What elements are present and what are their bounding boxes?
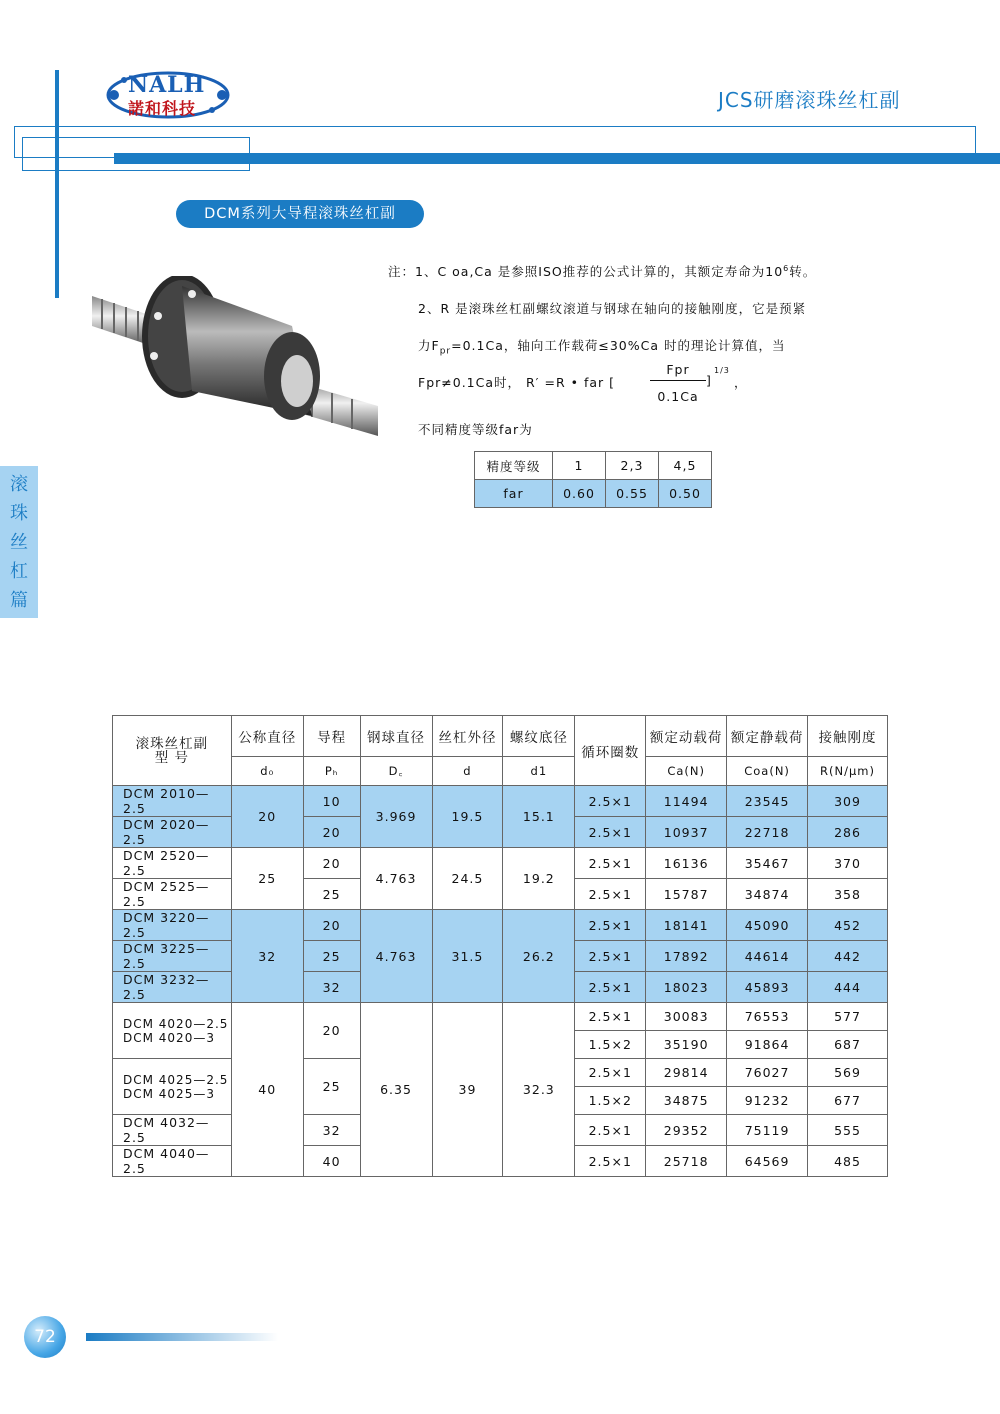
far-table-row: [475, 452, 712, 480]
side-tab-char: 滚: [10, 474, 28, 495]
model-cell: [113, 1003, 232, 1059]
unit-cell: Pₕ: [303, 757, 360, 786]
d0-cell: 20: [231, 786, 303, 848]
ph-cell: 32: [303, 1115, 360, 1146]
coa-cell: 91864: [727, 1031, 808, 1059]
model-cell: DCM 2010—2.5: [113, 786, 232, 817]
d-cell: 19.5: [432, 786, 503, 848]
spec-table: [112, 715, 888, 1177]
col-header: 接触刚度: [808, 716, 888, 757]
coa-cell: 76027: [727, 1059, 808, 1087]
coa-cell: 75119: [727, 1115, 808, 1146]
header-bar: [114, 153, 1000, 164]
col-header: 丝杠外径: [432, 716, 503, 757]
d1-cell: 15.1: [503, 786, 575, 848]
col-header: 导程: [303, 716, 360, 757]
ca-cell: 11494: [646, 786, 727, 817]
d1-cell: 32.3: [503, 1003, 575, 1177]
d1-cell: 26.2: [503, 910, 575, 1003]
coa-cell: 35467: [727, 848, 808, 879]
r-cell: 452: [808, 910, 888, 941]
unit-cell: d₀: [231, 757, 303, 786]
note-3-sub: pr: [439, 346, 452, 357]
r-cell: 370: [808, 848, 888, 879]
ball-screw-image: [92, 276, 378, 446]
coa-cell: 23545: [727, 786, 808, 817]
coa-cell: 44614: [727, 941, 808, 972]
note-4-end: ，: [734, 375, 748, 390]
model-cell: DCM 2525—2.5: [113, 879, 232, 910]
r-cell: 309: [808, 786, 888, 817]
col-header: 公称直径: [231, 716, 303, 757]
ph-cell: 20: [303, 848, 360, 879]
turns-cell: 2.5×1: [575, 941, 646, 972]
far-cell: 0.55: [606, 480, 659, 508]
col-header: 额定动载荷: [646, 716, 727, 757]
ca-cell: 17892: [646, 941, 727, 972]
turns-cell: 2.5×1: [575, 972, 646, 1003]
side-tab-char: 丝: [10, 532, 28, 553]
dw-cell: 4.763: [360, 910, 432, 1003]
coa-cell: 45090: [727, 910, 808, 941]
ph-cell: 25: [303, 941, 360, 972]
unit-cell: D꜀: [360, 757, 432, 786]
turns-cell: 2.5×1: [575, 910, 646, 941]
formula-exponent: 1/3: [714, 366, 730, 375]
ca-cell: 25718: [646, 1146, 727, 1177]
note-3a: 力F: [418, 338, 440, 353]
formula-denominator: 0.1Ca: [657, 389, 699, 404]
page-title: JCS研磨滚珠丝杠副: [718, 88, 901, 112]
far-cell: 1: [553, 452, 606, 480]
dw-cell: 6.35: [360, 1003, 432, 1177]
ca-cell: 16136: [646, 848, 727, 879]
coa-cell: 34874: [727, 879, 808, 910]
turns-cell: 1.5×2: [575, 1087, 646, 1115]
unit-cell: d: [432, 757, 503, 786]
table-row: [113, 848, 888, 879]
coa-cell: 45893: [727, 972, 808, 1003]
unit-cell: Ca(N): [646, 757, 727, 786]
far-cell: 0.60: [553, 480, 606, 508]
d0-cell: 40: [231, 1003, 303, 1177]
ph-cell: 10: [303, 786, 360, 817]
far-cell: 精度等级: [475, 452, 553, 480]
model-line: DCM 4020—2.5: [123, 1016, 229, 1031]
table-row: [113, 910, 888, 941]
ph-cell: 25: [303, 879, 360, 910]
r-cell: 286: [808, 817, 888, 848]
note-1: [388, 262, 816, 280]
turns-cell: 2.5×1: [575, 879, 646, 910]
r-cell: 555: [808, 1115, 888, 1146]
turns-cell: 2.5×1: [575, 817, 646, 848]
r-cell: 358: [808, 879, 888, 910]
far-table: [474, 451, 712, 508]
fraction-bar: [650, 380, 706, 381]
ph-cell: 20: [303, 817, 360, 848]
side-tab: [0, 466, 38, 618]
turns-cell: 2.5×1: [575, 1003, 646, 1031]
side-tab-char: 珠: [10, 503, 28, 524]
table-row: [113, 786, 888, 817]
turns-cell: 2.5×1: [575, 1146, 646, 1177]
formula-numerator: Fpr: [666, 362, 690, 377]
turns-cell: 2.5×1: [575, 848, 646, 879]
model-cell: [113, 1059, 232, 1115]
header-row: [113, 716, 888, 757]
d0-cell: 25: [231, 848, 303, 910]
model-cell: DCM 4032—2.5: [113, 1115, 232, 1146]
d-cell: 24.5: [432, 848, 503, 910]
model-cell: DCM 3225—2.5: [113, 941, 232, 972]
coa-cell: 91232: [727, 1087, 808, 1115]
note-5: 不同精度等级far为: [418, 422, 533, 437]
r-cell: 569: [808, 1059, 888, 1087]
note-1-end: 转。: [789, 264, 817, 279]
ca-cell: 18023: [646, 972, 727, 1003]
d-cell: 31.5: [432, 910, 503, 1003]
ca-cell: 18141: [646, 910, 727, 941]
ca-cell: 15787: [646, 879, 727, 910]
model-cell: DCM 2520—2.5: [113, 848, 232, 879]
model-cell: DCM 4040—2.5: [113, 1146, 232, 1177]
r-cell: 687: [808, 1031, 888, 1059]
note-2: 2、R 是滚珠丝杠副螺纹滚道与钢球在轴向的接触刚度，它是预紧: [418, 301, 807, 316]
note-3b: =0.1Ca，轴向工作载荷≤30%Ca 时的理论计算值，当: [451, 338, 786, 353]
unit-cell: R(N/μm): [808, 757, 888, 786]
d1-cell: 19.2: [503, 848, 575, 910]
dw-cell: 3.969: [360, 786, 432, 848]
note-3: [418, 336, 786, 357]
page-number: 72: [24, 1316, 66, 1358]
footer-bar: [86, 1333, 278, 1341]
model-line: DCM 4025—2.5: [123, 1072, 229, 1087]
ph-cell: 40: [303, 1146, 360, 1177]
unit-cell: d1: [503, 757, 575, 786]
table-row: [113, 1003, 888, 1031]
coa-cell: 22718: [727, 817, 808, 848]
d-cell: 39: [432, 1003, 503, 1177]
note-1-sup: 6: [783, 263, 790, 273]
side-tab-char: 篇: [10, 590, 28, 611]
col-header-model: 滚珠丝杠副 型 号: [113, 716, 232, 786]
ca-cell: 10937: [646, 817, 727, 848]
model-cell: DCM 2020—2.5: [113, 817, 232, 848]
col-header: 钢球直径: [360, 716, 432, 757]
turns-cell: 2.5×1: [575, 786, 646, 817]
coa-cell: 76553: [727, 1003, 808, 1031]
far-cell: 0.50: [659, 480, 712, 508]
ca-cell: 29814: [646, 1059, 727, 1087]
r-cell: 485: [808, 1146, 888, 1177]
model-cell: DCM 3232—2.5: [113, 972, 232, 1003]
ph-cell: 25: [303, 1059, 360, 1115]
logo-text-cn: 諾和科技: [128, 99, 197, 118]
ca-cell: 29352: [646, 1115, 727, 1146]
ca-cell: 34875: [646, 1087, 727, 1115]
ph-cell: 32: [303, 972, 360, 1003]
side-tab-char: 杠: [10, 561, 28, 582]
r-cell: 677: [808, 1087, 888, 1115]
unit-cell: Coa(N): [727, 757, 808, 786]
ca-cell: 30083: [646, 1003, 727, 1031]
col-header: 螺纹底径: [503, 716, 575, 757]
ca-cell: 35190: [646, 1031, 727, 1059]
note-1-text: 注：1、C oa,Ca 是参照ISO推荐的公式计算的，其额定寿命为10: [388, 264, 784, 279]
far-cell: 4,5: [659, 452, 712, 480]
col-header: 额定静载荷: [727, 716, 808, 757]
model-cell: DCM 3220—2.5: [113, 910, 232, 941]
ph-cell: 20: [303, 1003, 360, 1059]
d0-cell: 32: [231, 910, 303, 1003]
turns-cell: 1.5×2: [575, 1031, 646, 1059]
logo-text-en: NALH: [128, 72, 206, 98]
turns-cell: 2.5×1: [575, 1059, 646, 1087]
r-cell: 577: [808, 1003, 888, 1031]
coa-cell: 64569: [727, 1146, 808, 1177]
far-cell: far: [475, 480, 553, 508]
header-vertical-line: [55, 70, 59, 298]
model-line: DCM 4020—3: [123, 1030, 215, 1045]
col-header: 循环圈数: [575, 716, 646, 786]
r-cell: 442: [808, 941, 888, 972]
far-cell: 2,3: [606, 452, 659, 480]
r-cell: 444: [808, 972, 888, 1003]
far-table-row: [475, 480, 712, 508]
formula-close-bracket: ]: [706, 373, 712, 388]
dw-cell: 4.763: [360, 848, 432, 910]
section-title: DCM系列大导程滚珠丝杠副: [176, 200, 424, 228]
ph-cell: 20: [303, 910, 360, 941]
model-line: DCM 4025—3: [123, 1086, 215, 1101]
note-4a: Fpr≠0.1Ca时， R′ =R • far [: [418, 375, 616, 390]
turns-cell: 2.5×1: [575, 1115, 646, 1146]
